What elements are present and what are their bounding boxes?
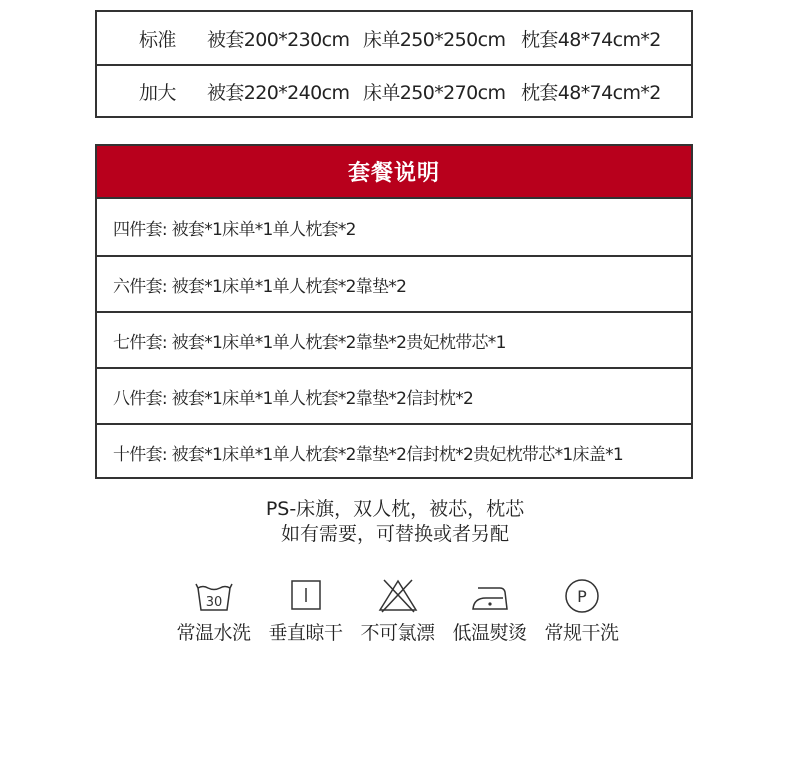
package-row-6pc: 六件套: 被套*1床单*1单人枕套*2靠垫*2 — [97, 255, 691, 311]
size-name: 加大 — [139, 81, 176, 104]
care-label: 常规干洗 — [544, 622, 619, 644]
package-row-4pc: 四件套: 被套*1床单*1单人枕套*2 — [113, 219, 356, 240]
size-row-large — [97, 64, 691, 116]
care-item-low-iron — [448, 576, 531, 645]
duvet-size: 被套220*240cm — [207, 81, 350, 104]
package-row-7pc: 七件套: 被套*1床单*1单人枕套*2靠垫*2贵妃枕带芯*1 — [97, 311, 691, 367]
care-label: 垂直晾干 — [268, 622, 343, 644]
package-title: 套餐说明 — [97, 146, 691, 199]
package-row-10pc: 十件套: 被套*1床单*1单人枕套*2靠垫*2信封枕*2贵妃枕带芯*1床盖*1 — [97, 423, 691, 479]
note-line-1: PS-床旗，双人枕，被芯，枕芯 — [265, 498, 525, 520]
care-item-wash — [172, 576, 255, 645]
pillowcase-size: 枕套48*74cm*2 — [521, 81, 661, 104]
care-label: 常温水洗 — [176, 622, 251, 644]
size-name: 标准 — [139, 28, 176, 51]
care-item-no-bleach — [356, 576, 439, 645]
wash-30-icon — [192, 576, 236, 616]
duvet-size: 被套200*230cm — [207, 28, 350, 51]
pillowcase-size: 枕套48*74cm*2 — [521, 28, 661, 51]
sheet-size: 床单250*270cm — [363, 81, 506, 104]
care-item-hang-dry — [264, 576, 347, 645]
note-line-2: 如有需要，可替换或者另配 — [280, 523, 509, 545]
size-row-standard — [97, 12, 691, 64]
care-item-dry-clean — [540, 576, 623, 645]
dry-clean-letter: P — [576, 587, 587, 606]
dry-clean-p-icon — [560, 576, 604, 616]
care-label: 不可氯漂 — [360, 622, 435, 644]
package-table — [95, 144, 693, 479]
no-bleach-icon — [376, 576, 420, 616]
size-table — [95, 10, 693, 118]
care-instructions — [172, 576, 623, 645]
sheet-size: 床单250*250cm — [363, 28, 506, 51]
wash-temp-text: 30 — [205, 595, 222, 610]
care-label: 低温熨烫 — [452, 622, 527, 644]
hang-dry-icon — [284, 576, 328, 616]
low-iron-icon — [468, 576, 512, 616]
note — [0, 497, 790, 547]
package-row-8pc: 八件套: 被套*1床单*1单人枕套*2靠垫*2信封枕*2 — [97, 367, 691, 423]
